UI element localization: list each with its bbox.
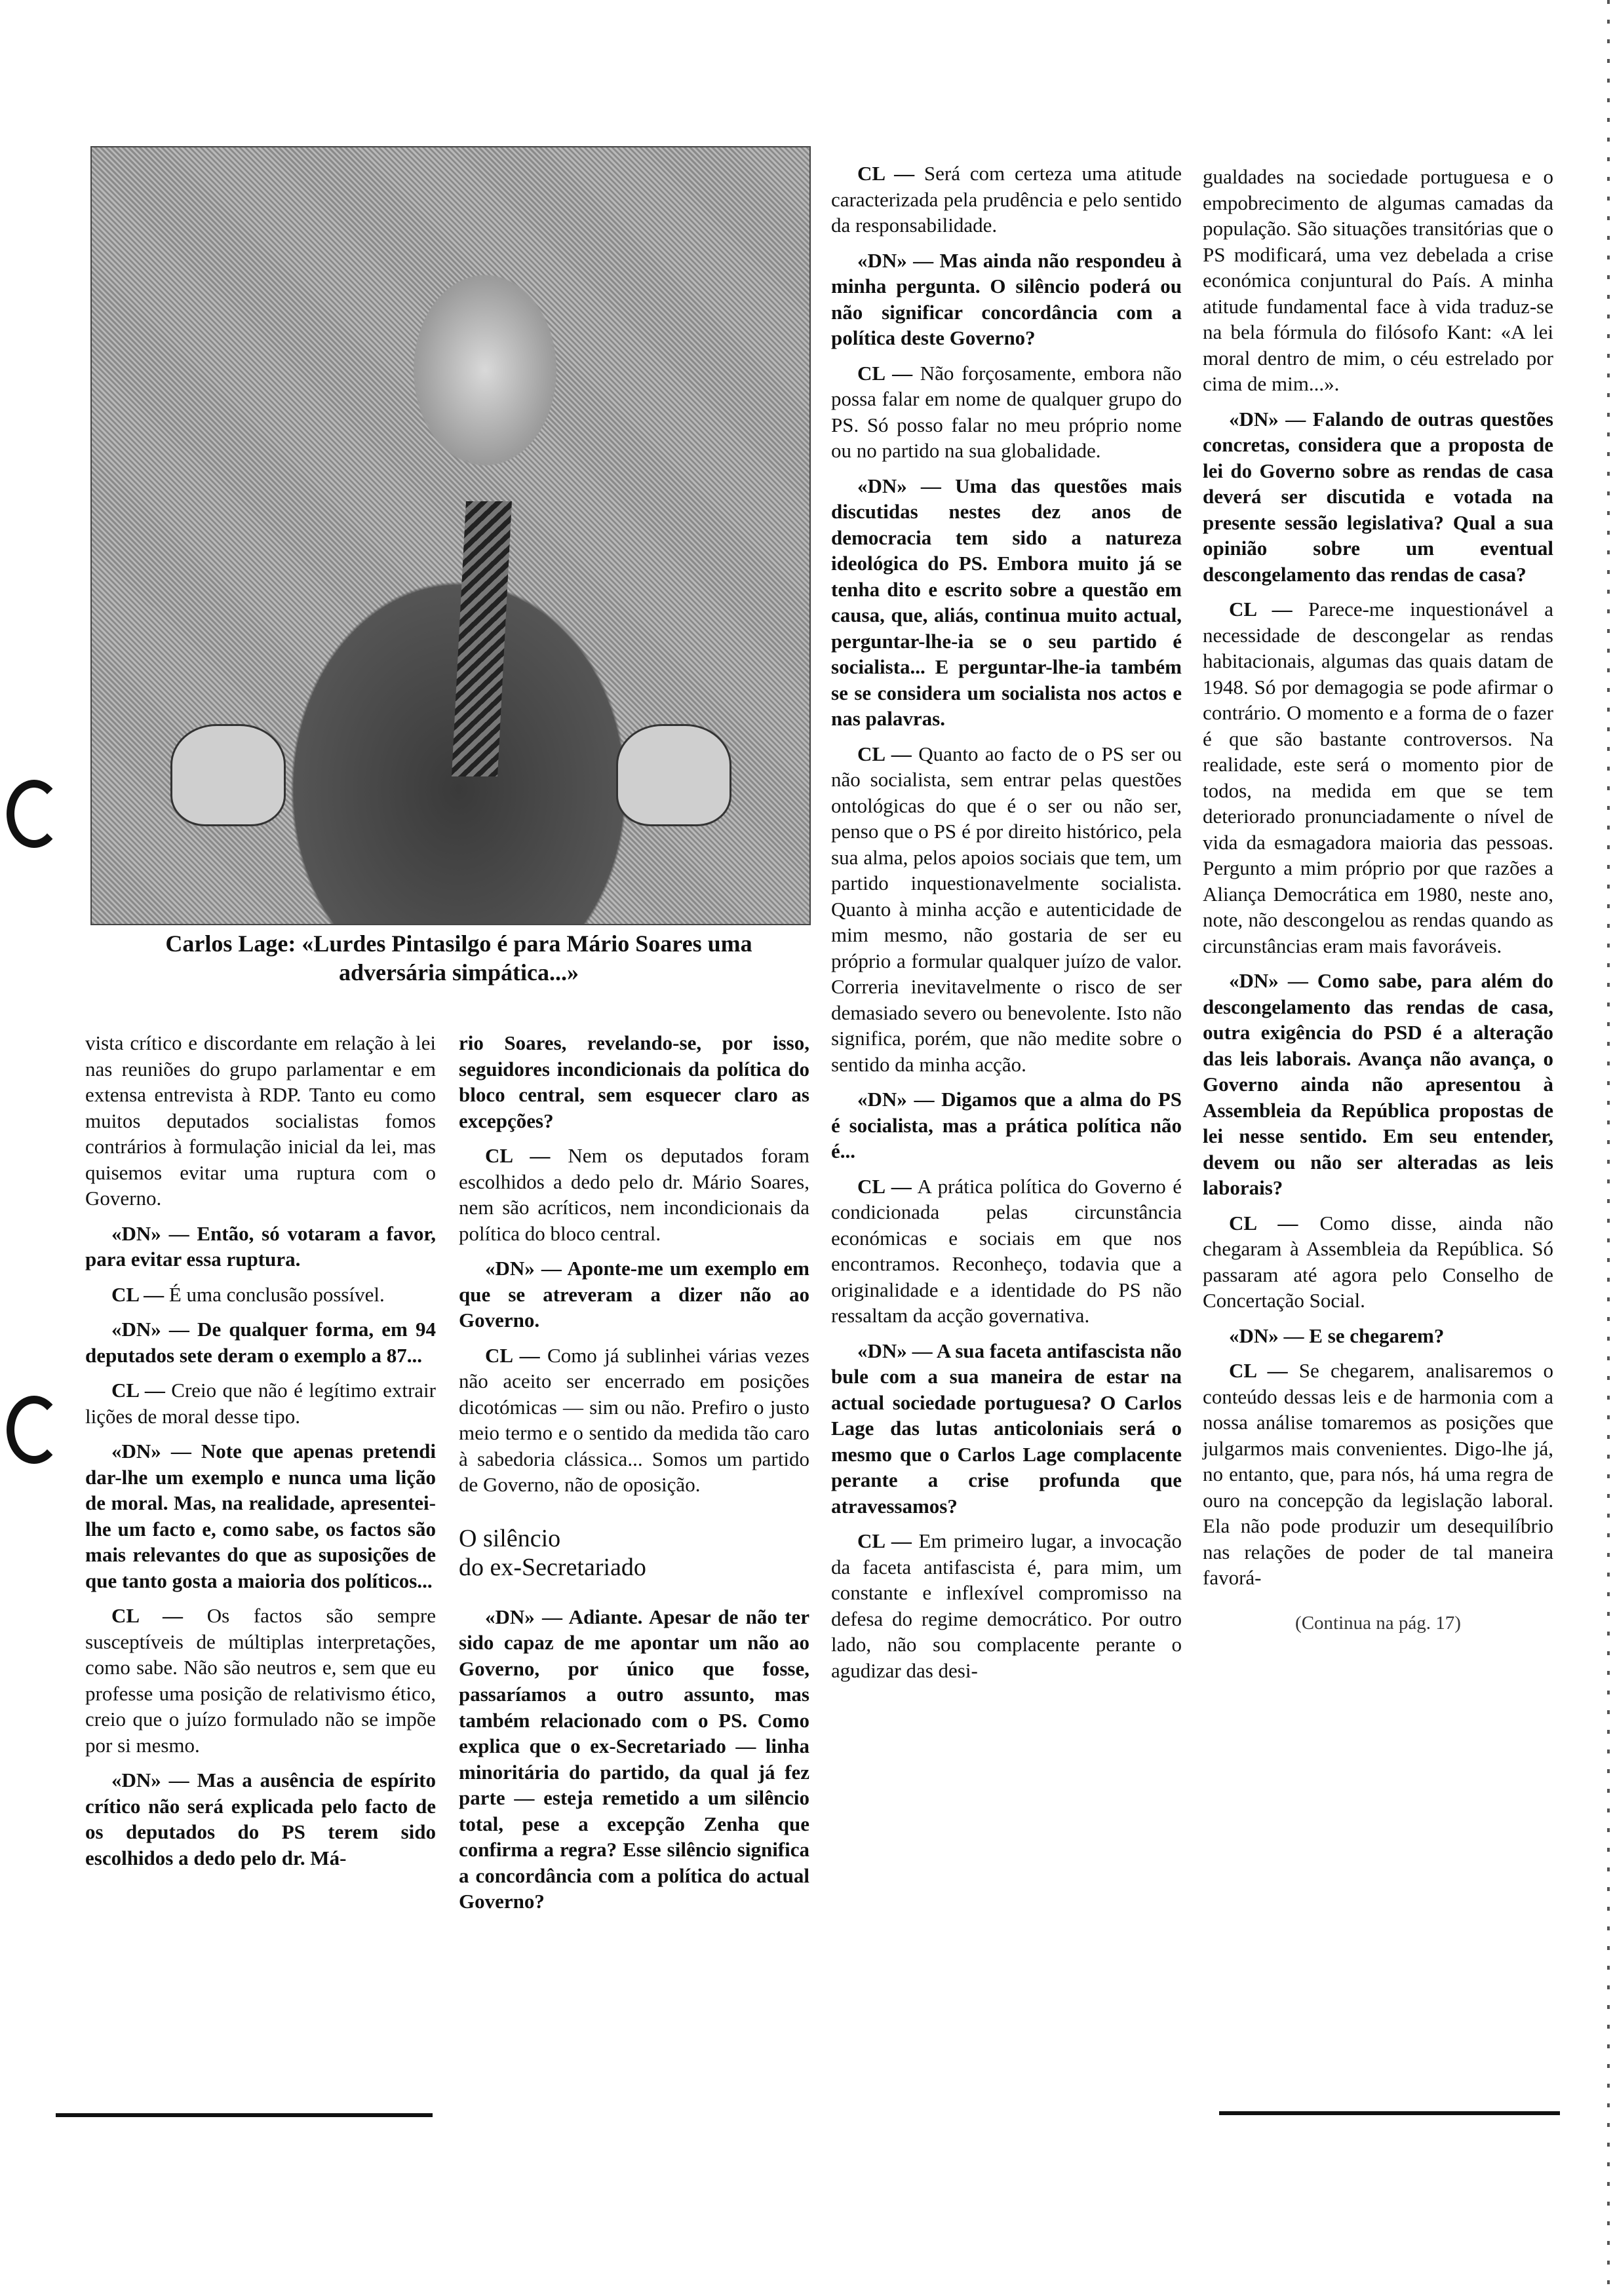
paragraph-text: A prática política do Governo é condicionada pelas circunstância económicas e sociais em que nos encontramos. Reconheço, todavia que a originalidade e a identidade do PS não ressaltam da acção governativa. [831,1174,1182,1327]
interview-question [831,248,1182,351]
paragraph-text: Então, só votaram a favor, para evitar essa ruptura. [85,1221,436,1271]
interview-answer [459,1143,809,1246]
article-column-2 [459,1030,809,1924]
speaker-label: «DN» — [857,1339,933,1362]
paragraph-text: É uma conclusão possível. [164,1282,385,1306]
paragraph-text: vista crítico e discordante em relação à lei nas reuniões do grupo parlamentar e em extensa entrevista à RDP. Tanto eu como muitos deputados socialistas fomos contrários à formulação inicial da lei, mas quisemos evitar uma ruptura com o Governo. [85,1031,436,1210]
interview-question [1203,406,1553,588]
paragraph-text: Como sabe, para além do descongelamento das rendas de casa, outra exigência do PSD é a alteração das leis laborais. Avança não avança, o Governo ainda não apresentou à Assembleia da República propostas de lei nesse sentido. Em seu entender, devem ou não ser alteradas as leis laborais? [1203,969,1553,1199]
section-heading-line: O silêncio [459,1524,561,1552]
section-heading-line: do ex-Secretariado [459,1553,646,1581]
speaker-label: «DN» — [485,1257,562,1280]
paragraph-text: Em primeiro lugar, a invocação da faceta antifascista é, para mim, um constante e inflexível compromisso na defesa do regime democrático. Por outro lado, não sou complacente perante o agudizar das desi- [831,1529,1182,1682]
speaker-label: CL — [857,1529,912,1552]
speaker-label: «DN» — [485,1605,563,1628]
speaker-label: CL — [1229,1211,1298,1234]
caption-line-2: adversária simpática...» [339,959,579,985]
paragraph-text: Parece-me inquestionável a necessidade de descongelar as rendas habitacionais, algumas das quais datam de 1948. Só por demagogia se pode afirmar o contrário. O momento e a forma de o fazer é que são bastante controversos. Na realidade, este será o momento pior de todos, na medida em que se tem deteriorado pronunciadamente o nível de vida da esmagadora maioria das pessoas. Pergunto a mim próprio por que razões a Aliança Democrática em 1980, neste ano, note, não descongelou as rendas quando as circunstâncias eram mais favoráveis. [1203,598,1553,957]
interview-answer [831,360,1182,464]
speaker-label: «DN» — [857,248,934,272]
speaker-label: «DN» — [857,474,941,497]
column-end-rule [56,2113,433,2117]
interview-answer [1203,1358,1553,1591]
interview-question [459,1030,809,1134]
speaker-label: CL — [857,1174,912,1198]
interview-question [459,1255,809,1333]
speaker-label: «DN» — [111,1318,189,1341]
punch-hole-mark [7,780,62,848]
paragraph-text: Como já sublinhei várias vezes não aceito ser encerrado em posições dicotómicas — sim ou não. Prefiro o justo meio termo e o sentido da medida tão caro à sabedoria clássica... Somos um partido de Governo, não de oposição. [459,1343,809,1496]
interview-question [85,1767,436,1871]
interview-question [459,1604,809,1915]
speaker-label: «DN» — [111,1440,191,1463]
section-heading [459,1524,809,1582]
paragraph-text: Falando de outras questões concretas, considera que a proposta de lei do Governo sobre as rendas de casa deverá ser discutida e votada na presente sessão legislativa? Qual a sua opinião sobre um eventual descongelamento das rendas de casa? [1203,407,1553,586]
speaker-label: CL — [857,361,913,385]
interview-answer [85,1603,436,1758]
interview-answer [459,1343,809,1498]
speaker-label: «DN» — [111,1769,189,1791]
paragraph-text: E se chegarem? [1304,1324,1445,1347]
speaker-label: CL — [485,1343,540,1367]
paragraph-text: Como disse, ainda não chegaram à Assembleia da República. Só passaram até agora pelo Conselho de Concertação Social. [1203,1211,1553,1312]
interview-question [85,1221,436,1272]
interview-answer [831,1174,1182,1329]
paragraph-text: Será com certeza uma atitude caracterizada pela prudência e pelo sentido da responsabilidade. [831,162,1182,237]
speaker-label: CL — [485,1144,551,1167]
speaker-label: «DN» — [857,1088,935,1111]
speaker-label: «DN» — [1229,969,1308,992]
speaker-label: CL — [1229,598,1293,621]
portrait-photo [90,146,811,925]
interview-question [1203,1323,1553,1349]
interview-question [831,1338,1182,1520]
interview-answer [1203,1210,1553,1314]
article-column-4 [1203,164,1553,1636]
paragraph-text: Não forçosamente, embora não possa falar em nome de qualquer grupo do PS. Só posso falar no meu próprio nome ou no partido na sua globalidade. [831,361,1182,462]
paragraph-text: De qualquer forma, em 94 deputados sete deram o exemplo a 87... [85,1318,437,1367]
speaker-label: CL — [857,162,915,185]
paragraph-text: gualdades na sociedade portuguesa e o empobrecimento de algumas camadas da população. São situações transitórias que o PS modificará, uma vez debelada a crise económica conjuntural do País. A minha atitude fundamental face à vida traduz-se na bela fórmula do filósofo Kant: «A lei moral dentro de mim, o céu estrelado por cima de mim...». [1203,165,1553,395]
paragraph-text: Quanto ao facto de o PS ser ou não socialista, sem entrar pelas questões ontológicas do que é o ser ou não ser, penso que o PS é por direito histórico, pela sua alma, pelos apoios sociais que tem, um partido inquestionavelmente socialista. Quanto à minha acção e autenticidade de mim mesmo, não gostaria de ser eu próprio a formular qualquer juízo de valor. Correria inevitavelmente o risco de ser demasiado severo ou benevolente. Isto não significa, porém, que não medite sobre o sentido da minha acção. [831,742,1182,1076]
speaker-label: «DN» — [1229,1324,1304,1347]
interview-answer [1203,596,1553,959]
interview-question [831,473,1182,732]
paragraph-text: Os factos são sempre susceptíveis de múltiplas interpretações, como sabe. Não são neutros e, sem que eu professe uma posição de relativismo ético, creio que o juízo formulado não se impõe por si mesmo. [85,1604,437,1757]
caption-line-1: Carlos Lage: «Lurdes Pintasilgo é para Mário Soares uma [165,930,752,957]
paragraph-text: Digamos que a alma do PS é socialista, mas a prática política não é... [831,1088,1182,1162]
interview-answer [831,741,1182,1078]
paragraph-text: A sua faceta antifascista não bule com a sua maneira de estar na actual sociedade portuguesa? O Carlos Lage das lutas anticoloniais será o mesmo que o Carlos Lage complacente perante a crise profunda que atravessamos? [831,1339,1182,1518]
interview-question [85,1438,436,1594]
speaker-label: CL — [1229,1359,1288,1382]
speaker-label: CL — [857,742,912,765]
article-column-3 [831,161,1182,1693]
photo-left-hand [170,724,286,826]
paragraph-text: Mas a ausência de espírito crítico não será explicada pelo facto de os deputados do PS terem sido escolhidos a dedo pelo dr. Má- [85,1769,436,1869]
interview-answer [831,161,1182,239]
speaker-label: CL — [111,1604,184,1627]
paragraph-text: Mas ainda não respondeu à minha pergunta. O silêncio poderá ou não significar concordância com a política deste Governo? [831,248,1182,349]
photo-caption [98,929,819,987]
photo-tie [452,501,512,776]
interview-answer [85,1282,436,1308]
paragraph-text: Adiante. Apesar de não ter sido capaz de me apontar um não ao Governo, por único que fosse, passaríamos a outro assunto, mas também relacionado com o PS. Como explica que o ex-Secretariado — linha minoritária do partido, da qual já fez parte — esteja remetido a um silêncio total, pese a excepção Zenha que confirma a regra? Esse silêncio significa a concordância com a política do actual Governo? [459,1605,809,1913]
paragraph-text: Se chegarem, analisaremos o conteúdo dessas leis e de harmonia com a nossa análise tomaremos as posições que julgarmos mais convenientes. Digo-lhe já, no entanto, que, para nós, há uma regra de ouro na concepção da legislação laboral. Ela não pode produzir um desequilíbrio nas relações de poder de tal maneira favorá- [1203,1359,1553,1589]
paragraph-text: rio Soares, revelando-se, por isso, seguidores incondicionais da política do bloco central, sem esquecer claro as excepções? [459,1031,809,1132]
article-column-1 [85,1030,436,1880]
column-end-rule [1219,2111,1560,2115]
paragraph-text: Aponte-me um exemplo em que se atreveram a dizer não ao Governo. [459,1257,809,1331]
speaker-label: «DN» — [111,1221,189,1245]
interview-answer [85,1030,436,1212]
speaker-label: «DN» — [1229,407,1306,430]
interview-answer [85,1377,436,1429]
paragraph-text: Nem os deputados foram escolhidos a dedo pelo dr. Mário Soares, nem são acríticos, nem incondicionais da política do bloco central. [459,1144,809,1245]
interview-answer [1203,164,1553,397]
paragraph-text: Creio que não é legítimo extrair lições de moral desse tipo. [85,1379,436,1428]
punch-hole-mark [7,1396,62,1464]
photo-right-hand [616,724,731,826]
continued-on-page-note: (Continua na pág. 17) [1295,1612,1461,1634]
speaker-label: CL — [111,1379,165,1402]
interview-question [831,1086,1182,1164]
paragraph-text: Note que apenas pretendi dar-lhe um exemplo e nunca uma lição de moral. Mas, na realidade, apresentei-lhe um facto e, como sabe, os factos são mais relevantes do que as suposições de que tanto gosta a maioria dos políticos... [85,1440,436,1592]
interview-answer [831,1528,1182,1683]
scan-edge-artifact [1607,0,1610,2296]
interview-question [85,1316,436,1368]
interview-question [1203,968,1553,1201]
speaker-label: CL — [111,1282,165,1306]
paragraph-text: Uma das questões mais discutidas nestes dez anos de democracia tem sido a natureza ideológica do PS. Embora muito já se tenha dito e escrito sobre a questão em causa, que, aliás, continua muito actual, perguntar-lhe-ia se o seu partido é socialista... E perguntar-lhe-ia também se se considera um socialista nos actos e nas palavras. [831,474,1182,730]
